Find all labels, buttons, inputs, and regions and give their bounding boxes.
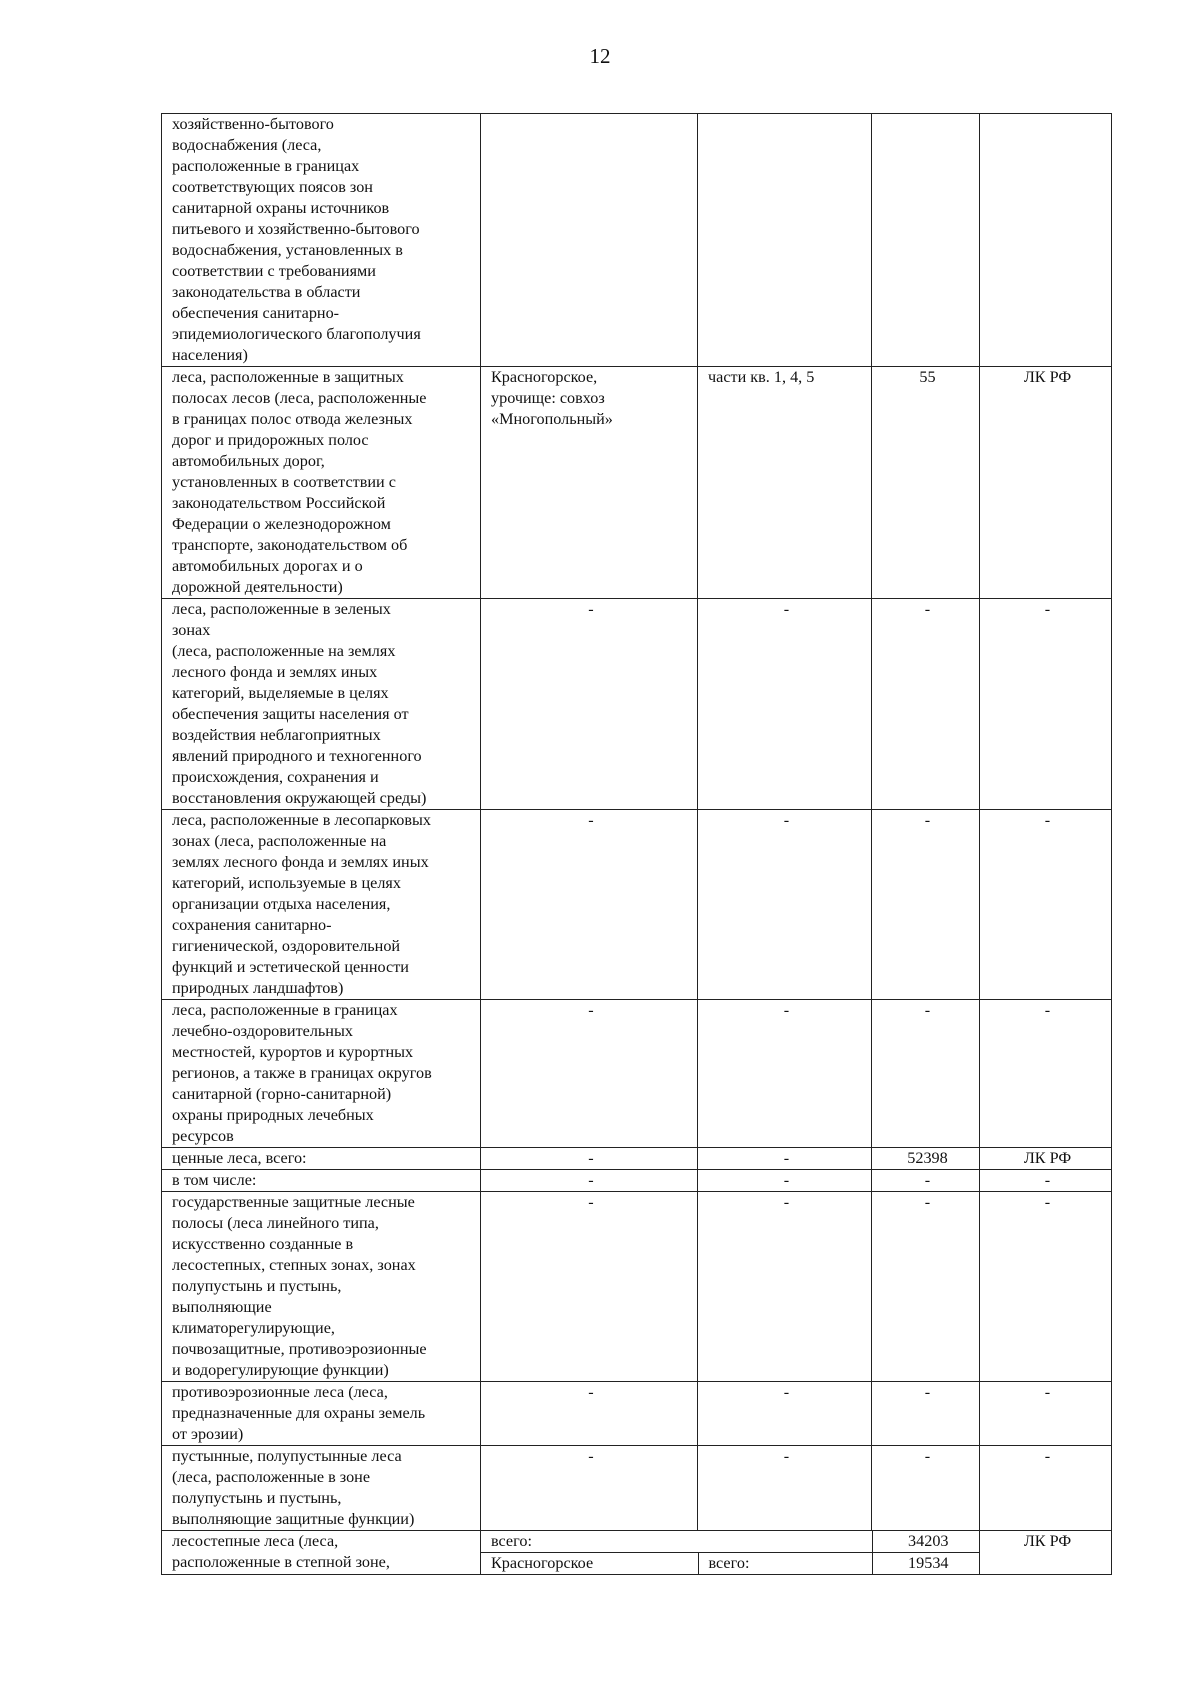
forestry-cell: Красногорское, урочище: совхоз «Многопольный» bbox=[481, 367, 698, 599]
forestry-cell: - bbox=[481, 1000, 698, 1148]
basis-cell: - bbox=[980, 1446, 1112, 1531]
forestry-cell: - bbox=[481, 1170, 698, 1192]
category-cell: хозяйственно-бытового водоснабжения (леса, расположенные в границах соответствующих поясов зон санитарной охраны источников питьевого и хозяйственно-бытового водоснабжения, установленных в соответствии с требованиями законодательства в области обеспечения санитарно- эпидемиологического благополучия населения) bbox=[162, 114, 481, 367]
subrow-forestry bbox=[481, 1553, 980, 1575]
category-cell: ценные леса, всего: bbox=[162, 1148, 481, 1170]
category-cell: леса, расположенные в лесопарковых зонах (леса, расположенные на землях лесного фонда и землях иных категорий, используемые в целях организации отдыха населения, сохранения санитарно- гигиенической, оздоровительной функций и эстетической ценности природных ландшафтов) bbox=[162, 810, 481, 1000]
basis-cell: ЛК РФ bbox=[980, 1148, 1112, 1170]
forestry-cell: Красногорское bbox=[481, 1553, 698, 1575]
split-subtable bbox=[481, 1531, 980, 1574]
table-row bbox=[162, 1148, 1112, 1170]
category-cell: леса, расположенные в границах лечебно-оздоровительных местностей, курортов и курортных регионов, а также в границах округов санитарной (горно-санитарной) охраны природных лечебных ресурсов bbox=[162, 1000, 481, 1148]
quarters-cell: - bbox=[698, 1000, 872, 1148]
category-cell: леса, расположенные в зеленых зонах (леса, расположенные на землях лесного фонда и землях иных категорий, выделяемые в целях обеспечения защиты населения от воздействия неблагоприятных явлений природного и техногенного происхождения, сохранения и восстановления окружающей среды) bbox=[162, 599, 481, 810]
basis-cell: ЛК РФ bbox=[980, 1531, 1112, 1575]
total-label: всего: bbox=[491, 1532, 532, 1550]
forestry-cell: - bbox=[481, 1446, 698, 1531]
quarters-cell: - bbox=[698, 1446, 872, 1531]
basis-cell: - bbox=[980, 1000, 1112, 1148]
basis-cell: - bbox=[980, 599, 1112, 810]
split-cell bbox=[481, 1531, 980, 1575]
area-cell: - bbox=[872, 1192, 980, 1382]
area-cell: - bbox=[872, 810, 980, 1000]
area-cell: 52398 bbox=[872, 1148, 980, 1170]
area-cell: - bbox=[872, 599, 980, 810]
table-row bbox=[162, 810, 1112, 1000]
area-cell: - bbox=[872, 1170, 980, 1192]
category-cell: государственные защитные лесные полосы (леса линейного типа, искусственно созданные в лесостепных, степных зонах, зонах полупустынь и пустынь, выполняющие климаторегулирующие, почвозащитные, противоэрозионные и водорегулирующие функции) bbox=[162, 1192, 481, 1382]
table-row-last bbox=[162, 1531, 1112, 1575]
area-cell: - bbox=[872, 1382, 980, 1446]
table-row bbox=[162, 114, 1112, 367]
sub-total-label: всего: bbox=[698, 1553, 872, 1575]
quarters-cell: - bbox=[698, 810, 872, 1000]
area-cell: 55 bbox=[872, 367, 980, 599]
basis-cell: - bbox=[980, 810, 1112, 1000]
area-cell: - bbox=[872, 1000, 980, 1148]
category-cell: леса, расположенные в защитных полосах лесов (леса, расположенные в границах полос отвода железных дорог и придорожных полос автомобильных дорог, установленных в соответствии с законодательством Российской Федерации о железнодорожном транспорте, законодательством об автомобильных дорогах и о дорожной деятельности) bbox=[162, 367, 481, 599]
basis-cell: - bbox=[980, 1192, 1112, 1382]
table-row bbox=[162, 1446, 1112, 1531]
forestry-cell: - bbox=[481, 1192, 698, 1382]
table-row bbox=[162, 1382, 1112, 1446]
quarters-cell: - bbox=[698, 1148, 872, 1170]
quarters-cell bbox=[698, 114, 872, 367]
basis-cell: - bbox=[980, 1170, 1112, 1192]
quarters-cell: - bbox=[698, 1192, 872, 1382]
quarters-cell: - bbox=[698, 599, 872, 810]
area-cell bbox=[872, 114, 980, 367]
basis-cell bbox=[980, 114, 1112, 367]
forestry-cell: - bbox=[481, 1148, 698, 1170]
basis-cell: - bbox=[980, 1382, 1112, 1446]
page-number: 12 bbox=[589, 44, 611, 68]
table-row bbox=[162, 1170, 1112, 1192]
forestry-cell bbox=[481, 114, 698, 367]
quarters-cell: - bbox=[698, 1170, 872, 1192]
quarters-cell: - bbox=[698, 1382, 872, 1446]
subrow-total bbox=[481, 1531, 980, 1553]
table-row bbox=[162, 1192, 1112, 1382]
category-cell: лесостепные леса (леса, расположенные в степной зоне, bbox=[162, 1531, 481, 1575]
category-cell: противоэрозионные леса (леса, предназначенные для охраны земель от эрозии) bbox=[162, 1382, 481, 1446]
table-row bbox=[162, 599, 1112, 810]
forestry-cell: - bbox=[481, 599, 698, 810]
total-area: 34203 bbox=[872, 1531, 980, 1553]
forestry-cell: - bbox=[481, 1382, 698, 1446]
table-row bbox=[162, 1000, 1112, 1148]
forestry-cell: - bbox=[481, 810, 698, 1000]
protective-forests-table bbox=[161, 113, 1112, 1575]
quarters-cell: части кв. 1, 4, 5 bbox=[698, 367, 872, 599]
area-cell: - bbox=[872, 1446, 980, 1531]
table-body bbox=[162, 114, 1112, 1575]
category-cell: пустынные, полупустынные леса (леса, расположенные в зоне полупустынь и пустынь, выполняющие защитные функции) bbox=[162, 1446, 481, 1531]
category-cell: в том числе: bbox=[162, 1170, 481, 1192]
basis-cell: ЛК РФ bbox=[980, 367, 1112, 599]
sub-area: 19534 bbox=[872, 1553, 980, 1575]
table-row bbox=[162, 367, 1112, 599]
